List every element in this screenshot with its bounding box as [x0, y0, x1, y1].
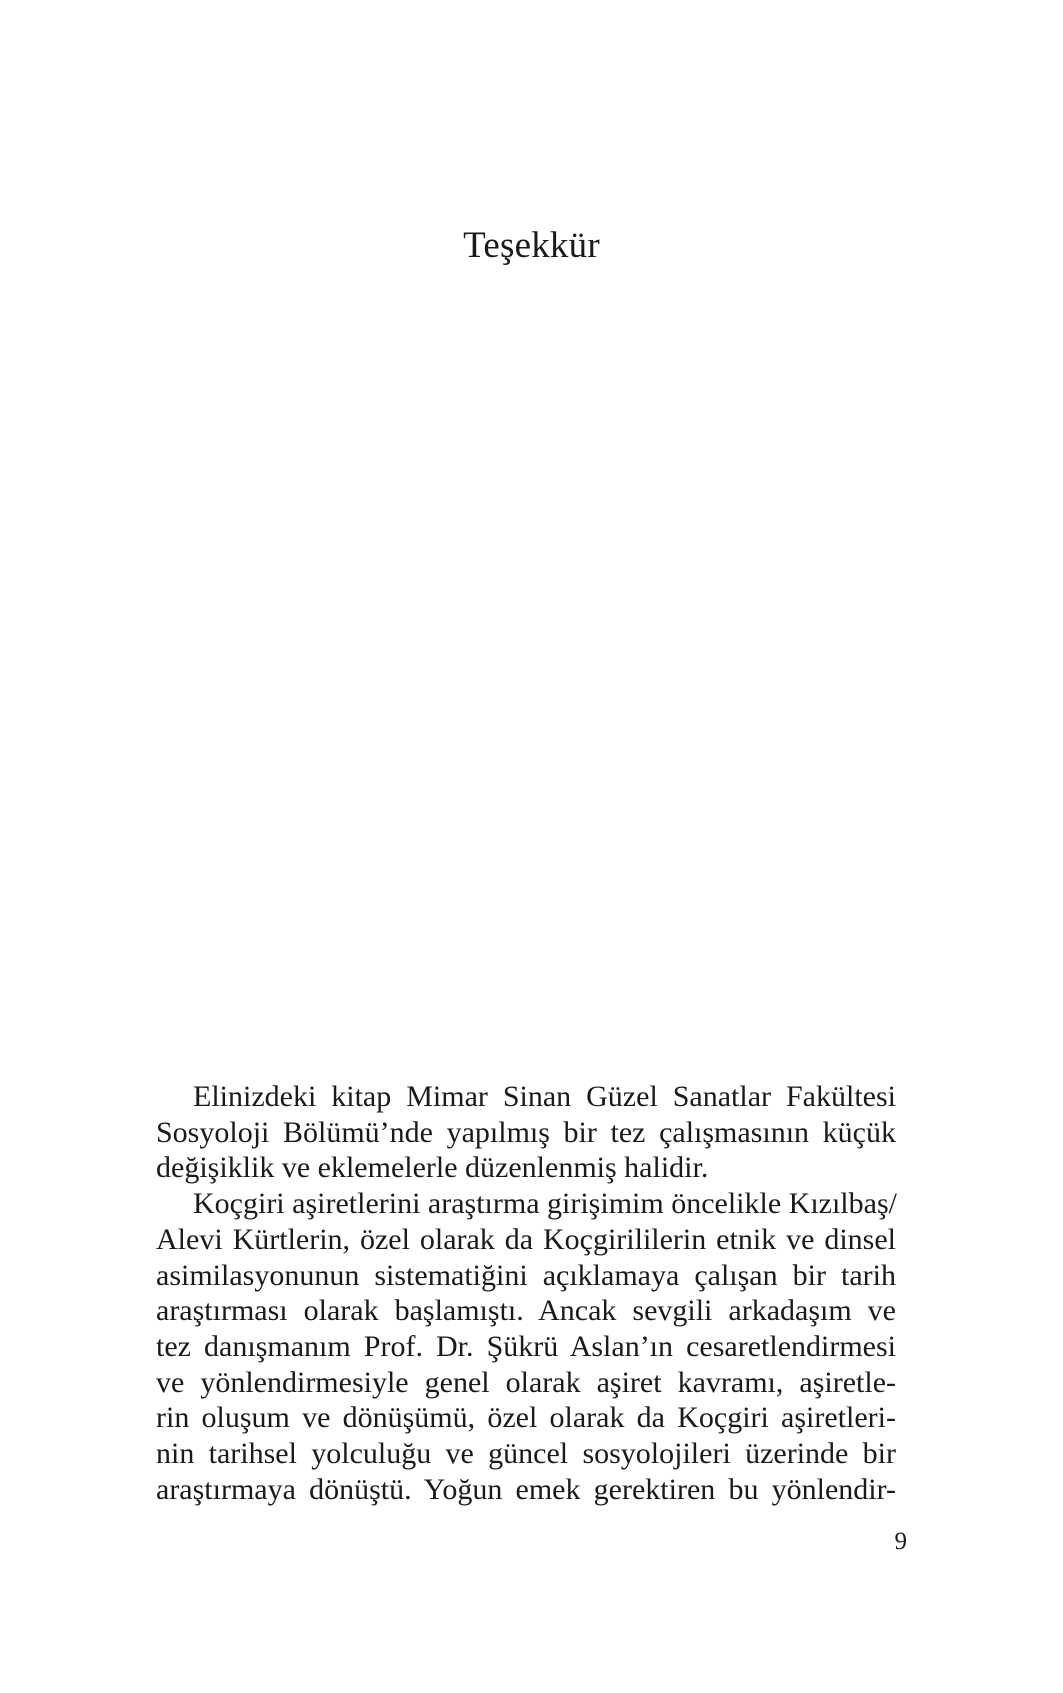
text-line: tez danışmanım Prof. Dr. Şükrü Aslan’ın cesaretlendirmesi: [156, 1329, 896, 1363]
text-line: araştırmaya dönüştü. Yoğun emek gerektiren bu yönlendir-: [156, 1472, 896, 1506]
text-line: değişiklik ve eklemelerle düzenlenmiş halidir.: [156, 1151, 709, 1185]
text-line: araştırması olarak başlamıştı. Ancak sevgili arkadaşım ve: [156, 1294, 896, 1328]
body-text: [156, 1079, 896, 1507]
text-line: ve yönlendirmesiyle genel olarak aşiret kavramı, aşiretle-: [156, 1365, 896, 1399]
text-line: nin tarihsel yolculuğu ve güncel sosyolojileri üzerinde bir: [156, 1437, 896, 1471]
text-line: Sosyoloji Bölümü’nde yapılmış bir tez çalışmasının küçük: [156, 1115, 896, 1149]
text-line: asimilasyonunun sistematiğini açıklamaya çalışan bir tarih: [156, 1258, 896, 1292]
text-line: Alevi Kürtlerin, özel olarak da Koçgirililerin etnik ve dinsel: [156, 1222, 896, 1256]
page-number: 9: [894, 1528, 907, 1555]
page-title: Teşekkür: [463, 225, 600, 266]
text-line: rin oluşum ve dönüşümü, özel olarak da Koçgiri aşiretleri-: [156, 1401, 896, 1435]
text-line: Koçgiri aşiretlerini araştırma girişimim öncelikle Kızılbaş/: [193, 1187, 897, 1221]
text-line: Elinizdeki kitap Mimar Sinan Güzel Sanatlar Fakültesi: [193, 1080, 896, 1113]
